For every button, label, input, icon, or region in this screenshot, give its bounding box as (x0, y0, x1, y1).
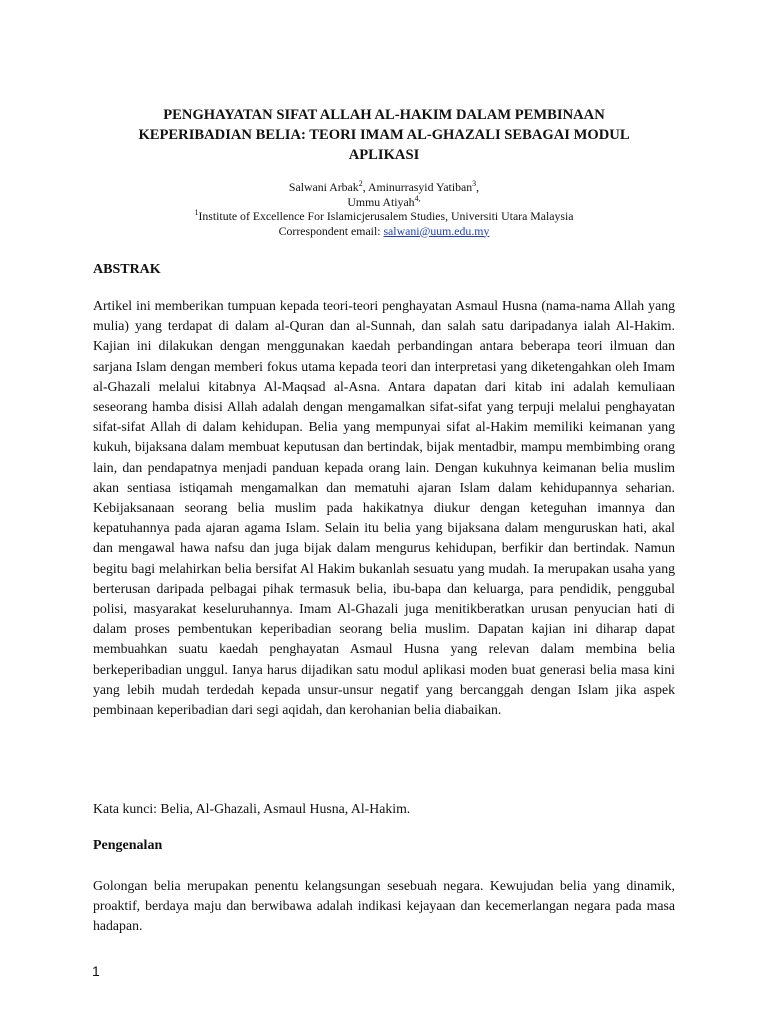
affiliation-superscript: 1 (194, 208, 199, 218)
author-name: Ummu Atiyah (347, 194, 415, 209)
introduction-paragraph: Golongan belia merupakan penentu kelangsungan sesebuah negara. Kewujudan belia yang dinamik, proaktif, berdaya maju dan berwibawa adalah indikasi kejayaan dan kecemerlangan negara pada masa hadapan. (93, 878, 675, 934)
author-superscript: 3 (472, 179, 477, 189)
abstract-paragraph: Artikel ini memberikan tumpuan kepada teori-teori penghayatan Asmaul Husna (nama-nama Allah yang mulia) yang terdapat di dalam al-Quran dan al-Sunnah, dan salah satu daripadanya ialah Al-Hakim. Kajian ini dilakukan dengan menggunakan kaedah perbandingan antara beberapa teori ilmuan dan sarjana Islam dengan memberi fokus utama kepada teori dan interpretasi yang diketengahkan oleh Imam al-Ghazali melalui kitabnya Al-Maqsad al-Asna. Antara dapatan dari kitab ini adalah kemuliaan seseorang hamba disisi Allah adalah dengan mengamalkan sifat-sifat yang terpuji melalui penghayatan sifat-sifat Allah di dalam kehidupan. Belia yang mempunyai sifat al-Hakim memiliki keimanan yang kukuh, bijaksana dalam membuat keputusan dan bertindak, bijak mentadbir, mampu membimbing orang lain, dan pendapatnya menjadi panduan kepada orang lain. Dengan kukuhnya keimanan belia muslim akan sentiasa istiqamah mengamalkan dan mematuhi ajaran Islam dalam kehidupannya seharian. Kebijaksanaan seorang belia muslim pada hakikatnya diukur dengan keteguhan imannya dan kepatuhannya pada ajaran agama Islam. Selain itu belia yang bijaksana dalam menguruskan hati, akal dan mengawal hawa nafsu dan juga bijak dalam mengurus kehidupan, berfikir dan bertindak. Namun begitu bagi melahirkan belia bersifat Al Hakim bukanlah sesuatu yang mudah. Ia merupakan usaha yang berterusan daripada pelbagai pihak termasuk belia, ibu-bapa dan keluarga, para pendidik, penggubal polisi, masyarakat keseluruhannya. Imam Al-Ghazali juga menitikberatkan urusan penyucian hati di dalam proses pembentukan keperibadian seorang belia muslim. Dapatan kajian ini diharap dapat membuahkan suatu kaedah penghayatan Asmaul Husna yang relevan dalam membina belia berkeperibadian unggul. Ianya harus dijadikan satu modul aplikasi moden buat generasi belia masa kini yang lebih mudah terdedah kepada unsur-unsur negatif yang bercanggah dengan Islam jika aspek pembinaan keperibadian dari segi aqidah, dan kerohanian belia diabaikan. (93, 298, 675, 718)
author-superscript: 4, (414, 193, 421, 203)
paper-title: PENGHAYATAN SIFAT ALLAH AL-HAKIM DALAM PEMBINAAN KEPERIBADIAN BELIA: TEORI IMAM AL-GHAZALI SEBAGAI MODUL APLIKASI (138, 107, 630, 163)
affiliation (90, 209, 678, 224)
author-name: Salwani Arbak (288, 180, 359, 194)
page-number: 1 (92, 963, 100, 979)
keywords-line: Kata kunci: Belia, Al-Ghazali, Asmaul Husna, Al-Hakim. (93, 801, 411, 816)
author-name: Aminurrasyid Yatiban (367, 180, 473, 194)
author-line-2 (90, 195, 678, 210)
author-line-1 (90, 180, 678, 195)
correspondent-email-link[interactable]: salwani@uum.edu.my (383, 223, 490, 238)
correspondence (90, 224, 678, 239)
abstract-heading: ABSTRAK (93, 262, 161, 277)
correspondence-label: Correspondent email: (278, 223, 384, 238)
author-superscript: 2 (358, 179, 363, 189)
author-separator: , (362, 180, 368, 194)
affiliation-text: Institute of Excellence For Islamicjerusalem Studies, Universiti Utara Malaysia (198, 209, 574, 223)
author-separator: , (476, 180, 480, 194)
author-block (90, 180, 678, 238)
introduction-heading: Pengenalan (93, 838, 163, 853)
